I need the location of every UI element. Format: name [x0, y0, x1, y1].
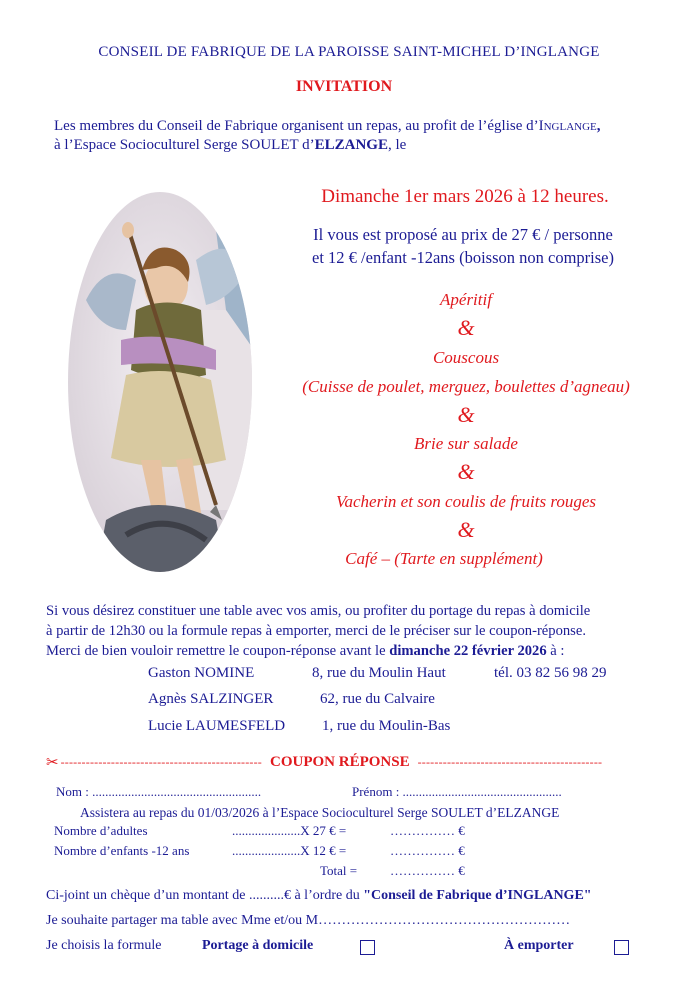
takeaway-option-label: À emporter: [504, 938, 574, 953]
children-label: Nombre d’enfants -12 ans: [54, 843, 190, 858]
menu-separator: &: [457, 459, 475, 484]
takeaway-checkbox[interactable]: [614, 940, 629, 955]
notice-line-3: [46, 643, 564, 660]
intro-town-2: ELZANGE: [314, 137, 388, 153]
coupon-title: COUPON RÉPONSE: [270, 753, 410, 770]
menu-item-brie: Brie sur salade: [414, 434, 518, 453]
contact-address: 62, rue du Calvaire: [320, 691, 435, 707]
contact-phone: tél. 03 82 56 98 29: [494, 665, 607, 681]
contact-name: Agnès SALZINGER: [148, 691, 274, 707]
coupon-dashes-left: ------------------------------------------------: [60, 754, 262, 769]
contact-name: Lucie LAUMESFELD: [148, 718, 286, 734]
intro-line-1: [54, 118, 601, 135]
coupon-divider: [46, 752, 658, 772]
parish-header: CONSEIL DE FABRIQUE DE LA PAROISSE SAINT-MICHEL D’INGLANGE: [98, 44, 600, 60]
children-count-field[interactable]: .....................X 12 € =: [232, 843, 347, 858]
coupon-dashes-right: --------------------------------------------: [417, 754, 603, 769]
cheque-text: Ci-joint un chèque d’un montant de ..........€ à l’ordre du: [46, 888, 364, 903]
total-field[interactable]: …………… €: [390, 863, 465, 878]
intro-town: Inglange: [538, 118, 597, 134]
contact-name: Gaston NOMINE: [148, 665, 255, 681]
invitation-title: INVITATION: [295, 78, 393, 95]
price-line-1: Il vous est proposé au prix de 27 € / personne: [313, 225, 613, 244]
intro-text: Les membres du Conseil de Fabrique organisent un repas, au profit de l’église d’: [54, 118, 539, 134]
menu-item-couscous-detail: (Cuisse de poulet, merguez, boulettes d’agneau): [302, 377, 630, 396]
nom-field[interactable]: Nom : ....................................................: [56, 784, 262, 799]
saint-michel-statue-photo: [66, 190, 254, 575]
total-label: Total =: [320, 863, 358, 878]
statue-illustration: [66, 190, 254, 575]
menu-item-aperitif: Apéritif: [440, 290, 492, 309]
intro-comma: ,: [596, 118, 601, 134]
cheque-line: [46, 888, 592, 904]
intro-line-2: [54, 137, 406, 154]
event-date: Dimanche 1er mars 2026 à 12 heures.: [321, 186, 609, 207]
notice-line-2: à partir de 12h30 ou la formule repas à emporter, merci de le préciser sur le coupon-réponse.: [46, 623, 586, 639]
menu-separator: &: [457, 517, 475, 542]
menu-item-cafe: Café – (Tarte en supplément): [345, 549, 543, 568]
intro-text-2: à l’Espace Socioculturel Serge SOULET d’: [54, 137, 315, 153]
children-total-field[interactable]: …………… €: [390, 843, 465, 858]
menu-separator: &: [457, 315, 475, 340]
notice-line-1: Si vous désirez constituer une table avec vos amis, ou profiter du portage du repas à domicile: [46, 603, 591, 619]
menu-item-couscous: Couscous: [432, 348, 500, 367]
cheque-payee: "Conseil de Fabrique d’INGLANGE": [363, 888, 592, 903]
notice-text: Merci de bien vouloir remettre le coupon-réponse avant le: [46, 643, 390, 659]
delivery-option-label: Portage à domicile: [202, 938, 314, 953]
adults-label: Nombre d’adultes: [54, 823, 148, 838]
price-line-2: et 12 € /enfant -12ans (boisson non comprise): [312, 248, 614, 267]
contact-address: 1, rue du Moulin-Bas: [322, 718, 451, 734]
share-table-field[interactable]: Je souhaite partager ma table avec Mme et/ou M………………………………………………: [46, 913, 571, 928]
menu-item-vacherin: Vacherin et son coulis de fruits rouges: [335, 492, 596, 511]
adults-count-field[interactable]: .....................X 27 € =: [232, 823, 347, 838]
prenom-field[interactable]: Prénom : .................................................: [352, 784, 562, 799]
notice-end: à :: [546, 643, 565, 659]
formula-label: Je choisis la formule: [46, 938, 162, 953]
intro-end: , le: [387, 137, 407, 153]
attendance-line: Assistera au repas du 01/03/2026 à l’Espace Socioculturel Serge SOULET d’ELZANGE: [80, 805, 560, 820]
delivery-checkbox[interactable]: [360, 940, 375, 955]
scissors-icon: ✂: [46, 753, 59, 771]
deadline-date: dimanche 22 février 2026: [389, 643, 547, 659]
contact-address: 8, rue du Moulin Haut: [312, 665, 446, 681]
menu-separator: &: [457, 402, 475, 427]
adults-total-field[interactable]: …………… €: [390, 823, 465, 838]
